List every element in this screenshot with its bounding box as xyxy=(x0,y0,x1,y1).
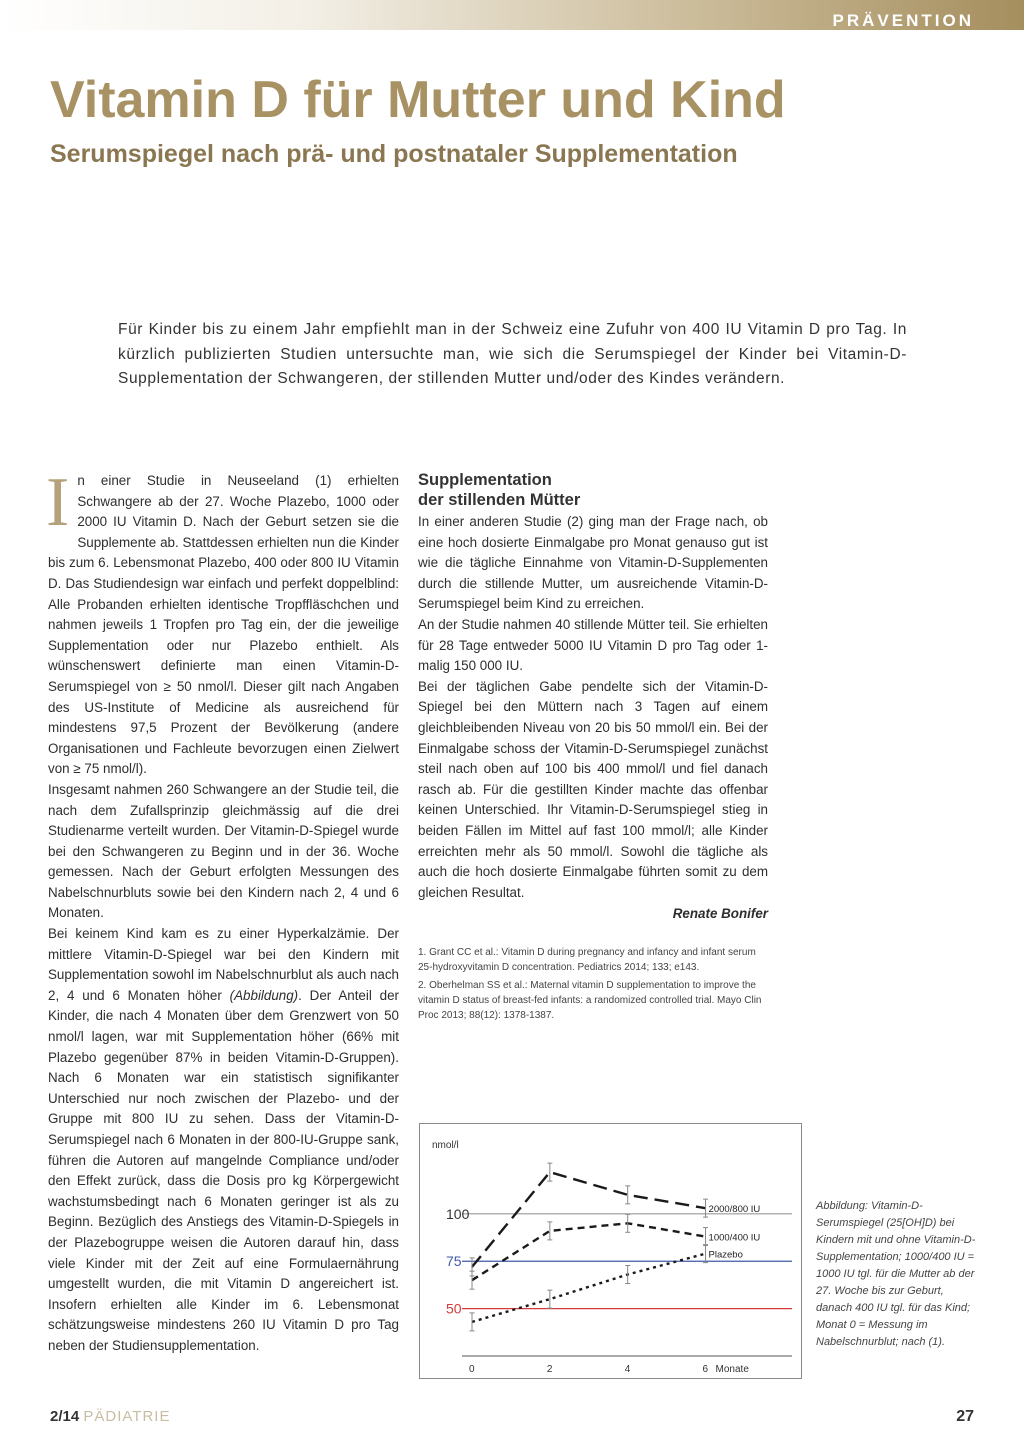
article-title: Vitamin D für Mutter und Kind xyxy=(50,71,786,129)
article-column-right xyxy=(418,471,768,1026)
references xyxy=(418,945,768,1023)
article-column-left xyxy=(46,464,399,1357)
article-subtitle: Serumspiegel nach prä- und postnataler Supplementation xyxy=(50,140,738,168)
body-paragraph xyxy=(48,924,399,1356)
footer-issue xyxy=(50,1408,170,1425)
x-tick-label: 0 xyxy=(469,1364,475,1375)
y-tick-label: 100 xyxy=(446,1205,470,1222)
chart-figure xyxy=(419,1123,802,1379)
series-line xyxy=(472,1223,706,1280)
figure-reference: (Abbildung) xyxy=(229,987,299,1003)
body-text: Bei keinem Kind kam es zu einer Hyperkalzämie. Der mittlere Vitamin-D-Spiegel war bei den Kindern mit Supplementation sowohl im Nabelschnurblut als auch nach 2, 4 und 6 Monaten höher xyxy=(48,926,399,1003)
reference-item: 1. Grant CC et al.: Vitamin D during pregnancy and infancy and infant serum 25-hydroxyvitamin D concentration. Pediatrics 2014; 133; e143. xyxy=(418,946,756,973)
x-tick-label: 6 xyxy=(702,1364,709,1375)
reference-item: 2. Oberhelman SS et al.: Maternal vitamin D supplementation to improve the vitamin D status of breast-fed infants: a randomized controlled trial. Mayo Clin Proc 2013; 88(12): 1378-1387. xyxy=(418,979,762,1021)
section-header-bar xyxy=(0,0,1024,30)
subheading-line: Supplementation xyxy=(418,471,552,489)
series-label: 1000/400 IU xyxy=(708,1232,761,1244)
y-tick-label: 75 xyxy=(446,1253,462,1270)
y-axis-label: nmol/l xyxy=(432,1140,459,1151)
line-chart xyxy=(420,1124,801,1378)
figure-caption: Abbildung: Vitamin-D-Serumspiegel (25[OH]D) bei Kindern mit und ohne Vitamin-D-Supplementation; 1000/400 IU = 1000 IU tgl. für die Mutter ab der 27. Woche bis zur Geburt, danach 400 IU tgl. für das Kind; Monat 0 = Messung im Nabelschnurblut; nach (1). xyxy=(816,1200,976,1348)
series-line xyxy=(472,1254,706,1322)
body-paragraph: Insgesamt nahmen 260 Schwangere an der Studie teil, die nach dem Zufallsprinzip gleichmässig auf die drei Studienarme verteilt wurden. Der Vitamin-D-Spiegel wurde bei den Schwangeren zu Beginn und in der 36. Woche gemessen. Nach der Geburt erfolgten Messungen des Nabelschnurbluts sowie bei den Kindern nach 2, 4 und 6 Monaten. xyxy=(48,781,399,921)
body-text: . Der Anteil der Kinder, die nach 4 Monaten über dem Grenzwert von 50 nmol/l lagen, war mit Supplementation höher (66% mit Plazebo gegenüber 87% in beiden Vitamin-D-Gruppen). Nach 6 Monaten war ein statistisch signifikanter Unterschied nur noch zwischen der Plazebo- und der Gruppe mit 800 IU zu sehen. Dass der Vitamin-D-Serumspiegel nach 6 Monaten in der 800-IU-Gruppe sank, führen die Autoren auf mangelnde Compliance und/oder den Effekt zurück, dass die Dosis pro kg Körpergewicht wachstumsbedingt nach 6 Monaten geringer ist als zu Beginn. Bezüglich des Anstiegs des Vitamin-D-Spiegels in der Plazebogruppe weisen die Autoren darauf hin, dass viele Kinder mit der Zeit auf eine Formulaernährung umgestellt wurden, die mit Vitamin D angereichert ist. Insofern erhielten alle Kinder im 6. Lebensmonat schätzungsweise mindestens 260 IU Vitamin D pro Tag neben der Studiensupplementation. xyxy=(48,987,399,1353)
y-tick-label: 50 xyxy=(446,1300,462,1317)
x-tick-label: 4 xyxy=(624,1364,631,1375)
body-paragraph: Bei der täglichen Gabe pendelte sich der Vitamin-D-Spiegel bei den Müttern nach 3 Tagen auf einem gleichbleibenden Niveau von 20 bis 50 mmol/l ein. Bei der Einmalgabe schoss der Vitamin-D-Serumspiegel zunächst steil nach oben auf 100 bis 400 mmol/l und fiel danach rasch ab. Für die gestillten Kinder machte das offenbar keinen Unterschied. Ihr Vitamin-D-Serumspiegel stieg in beiden Fällen im Mittel auf fast 100 mmol/l; alle Kinder erreichten mehr als 50 mmol/l. Sowohl die tägliche als auch die hoch dosierte Einmalgabe führten somit zu dem gleichen Resultat. xyxy=(418,678,768,900)
x-tick-label: 2 xyxy=(546,1364,553,1375)
page-number: 27 xyxy=(956,1408,974,1425)
x-axis-label: Monate xyxy=(715,1364,749,1375)
journal-name: PÄDIATRIE xyxy=(83,1408,171,1425)
section-label: PRÄVENTION xyxy=(832,11,974,30)
body-paragraph: In einer anderen Studie (2) ging man der Frage nach, ob eine hoch dosierte Einmalgabe pro Monat genauso gut ist wie die tägliche Einnahme von Vitamin-D-Supplementen durch die stillende Mutter, um ausreichende Vitamin-D-Serumspiegel beim Kind zu erreichen. xyxy=(418,514,768,612)
body-paragraph: An der Studie nahmen 40 stillende Mütter teil. Sie erhielten für 28 Tage entweder 5000 IU Vitamin D pro Tag oder 1-malig 150 000 IU. xyxy=(418,616,768,674)
series-line xyxy=(472,1172,706,1267)
subheading-line: der stillenden Mütter xyxy=(418,490,581,509)
issue-number: 2/14 xyxy=(50,1408,80,1425)
lead-paragraph: Für Kinder bis zu einem Jahr empfiehlt man in der Schweiz eine Zufuhr von 400 IU Vitamin D pro Tag. In kürzlich publizierten Studien untersuchte man, wie sich die Serumspiegel der Kinder bei Vitamin-D-Supplementation der Schwangeren, der stillenden Mutter und/oder des Kindes verändern. xyxy=(118,321,907,387)
series-label: 2000/800 IU xyxy=(708,1204,761,1216)
author-name: Renate Bonifer xyxy=(672,906,768,922)
body-paragraph: n einer Studie in Neuseeland (1) erhielten Schwangere ab der 27. Woche Plazebo, 1000 oder 2000 IU Vitamin D. Nach der Geburt setzen sie die Supplemente ab. Stattdessen erhielten nun die Kinder bis zum 6. Lebensmonat Plazebo, 400 oder 800 IU Vitamin D. Das Studiendesign war einfach und perfekt doppelblind: Alle Probanden erhielten identische Tropffläschchen und nahmen jeweils 1 Tropfen pro Tag ein, der die jeweilige Supplementation oder nur Plazebo enthielt. Als wünschenswert definierte man einen Vitamin-D-Serumspiegel von ≥ 50 nmol/l. Dieser gilt nach Angaben des US-Institute of Medicine als ausreichend für mindestens 97,5 Prozent der Bevölkerung (andere Organisationen und Fachleute bevorzugen einen Zielwert von ≥ 75 nmol/l). xyxy=(48,473,399,777)
section-subheading xyxy=(418,471,768,510)
series-label: Plazebo xyxy=(708,1249,743,1261)
drop-cap: I xyxy=(46,464,70,541)
